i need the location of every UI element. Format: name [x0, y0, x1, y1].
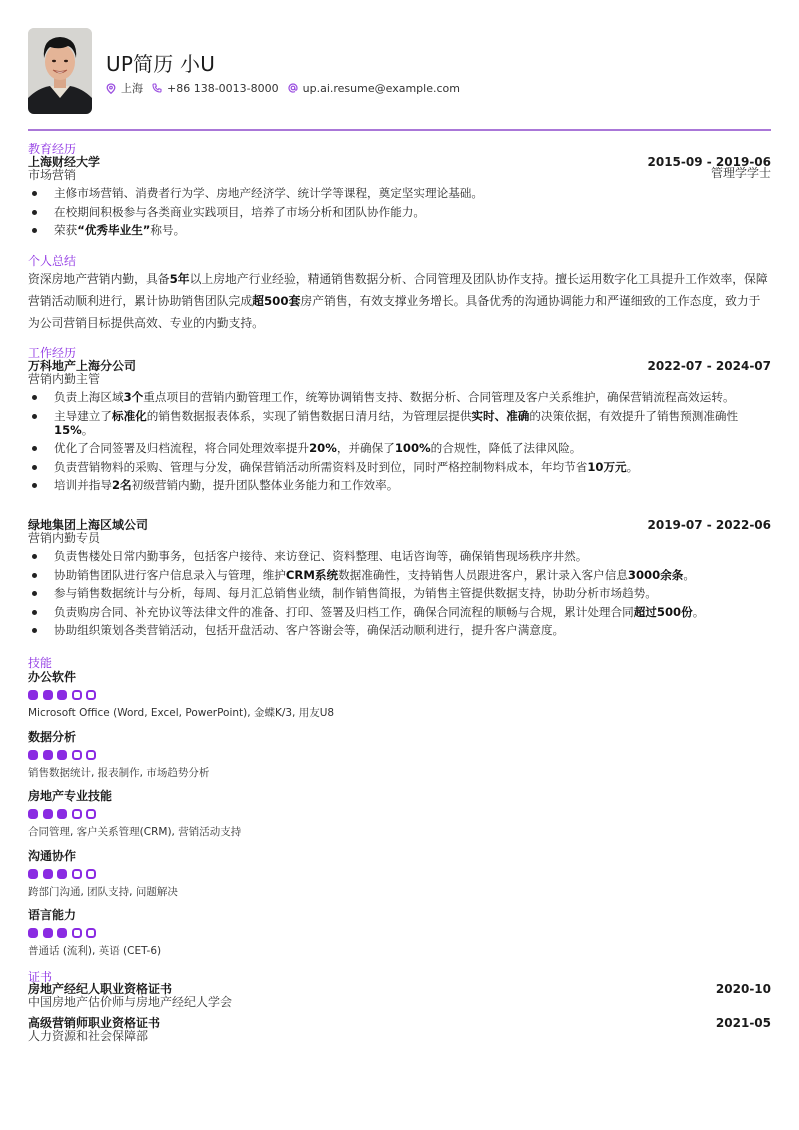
section-title-work: 工作经历: [28, 346, 77, 360]
location-text: 上海: [121, 82, 143, 95]
skill-description: Microsoft Office (Word, Excel, PowerPoint), 金蝶K/3, 用友U8: [28, 707, 335, 719]
list-item: 负责售楼处日常内勤事务，包括客户接待、来访登记、资料整理、电话咨询等，确保销售现场秩序井然。: [28, 549, 771, 563]
list-item: 负责营销物料的采购、管理与分发，确保营销活动所需资料及时到位，同时严格控制物料成本，年均节省10万元。: [28, 460, 771, 474]
rating-dot-filled-icon: [43, 809, 53, 819]
header-divider: [28, 129, 771, 131]
rating-dot-filled-icon: [57, 869, 67, 879]
skill-level-rating: [28, 809, 771, 819]
rating-dot-filled-icon: [57, 690, 67, 700]
rating-dot-filled-icon: [28, 690, 38, 700]
work-bullets: [28, 549, 771, 637]
rating-dot-empty-icon: [86, 690, 96, 700]
rating-dot-filled-icon: [43, 750, 53, 760]
contact-location: [106, 80, 143, 96]
contact-list: [106, 80, 469, 96]
rating-dot-filled-icon: [28, 750, 38, 760]
certificate-issuer: 中国房地产估价师与房地产经纪人学会: [28, 995, 233, 1009]
major: 市场营销: [28, 168, 77, 182]
rating-dot-filled-icon: [28, 869, 38, 879]
rating-dot-filled-icon: [57, 750, 67, 760]
job-role: 营销内勤主管: [28, 372, 101, 386]
certificate-entry: [28, 983, 771, 1009]
skill-description: 跨部门沟通, 团队支持, 问题解决: [28, 886, 178, 898]
rating-dot-filled-icon: [28, 928, 38, 938]
skill-name: 办公软件: [28, 670, 77, 684]
list-item: 参与销售数据统计与分析，每周、每月汇总销售业绩，制作销售简报，为销售主管提供数据支持，协助分析市场趋势。: [28, 586, 771, 600]
school-name: 上海财经大学: [28, 155, 101, 169]
skill-level-rating: [28, 690, 771, 700]
contact-phone[interactable]: [152, 82, 279, 95]
skill-name: 沟通协作: [28, 849, 77, 863]
list-item: 在校期间积极参与各类商业实践项目，培养了市场分析和团队协作能力。: [28, 205, 771, 219]
list-item: 主导建立了标准化的销售数据报表体系，实现了销售数据日清月结，为管理层提供实时、准确的决策依据，有效提升了销售预测准确性15%。: [28, 409, 771, 437]
rating-dot-empty-icon: [86, 809, 96, 819]
certificate-date: 2021-05: [715, 1016, 771, 1030]
degree: 管理学学士: [710, 166, 771, 180]
list-item: 协助组织策划各类营销活动，包括开盘活动、客户答谢会等，确保活动顺利进行，提升客户满意度。: [28, 623, 771, 637]
skill-name: 数据分析: [28, 730, 77, 744]
contact-email[interactable]: [288, 82, 460, 95]
section-title-education: 教育经历: [28, 142, 77, 156]
skill-item: [28, 908, 771, 957]
rating-dot-empty-icon: [86, 750, 96, 760]
skill-item: [28, 789, 771, 838]
list-item: 荣获“优秀毕业生”称号。: [28, 223, 771, 237]
location-pin-icon: [106, 83, 116, 94]
rating-dot-empty-icon: [72, 869, 82, 879]
list-item: 负责上海区域3个重点项目的营销内勤管理工作，统筹协调销售支持、数据分析、合同管理及客户关系维护，确保营销流程高效运转。: [28, 390, 771, 404]
certificate-name: 房地产经纪人职业资格证书: [28, 982, 173, 996]
list-item: 协助销售团队进行客户信息录入与管理，维护CRM系统数据准确性，支持销售人员跟进客户，累计录入客户信息3000余条。: [28, 568, 771, 582]
skill-level-rating: [28, 750, 771, 760]
skill-item: [28, 849, 771, 898]
skill-name: 房地产专业技能: [28, 789, 113, 803]
work-dates: 2019-07 - 2022-06: [647, 518, 771, 532]
work-dates: 2022-07 - 2024-07: [647, 359, 771, 373]
list-item: 负责购房合同、补充协议等法律文件的准备、打印、签署及归档工作，确保合同流程的顺畅与合规，累计处理合同超过500份。: [28, 605, 771, 619]
rating-dot-empty-icon: [72, 750, 82, 760]
skill-level-rating: [28, 928, 771, 938]
certificate-name: 高级营销师职业资格证书: [28, 1016, 161, 1030]
certificate-entry: [28, 1017, 771, 1043]
company-name: 绿地集团上海区域公司: [28, 518, 149, 532]
work-entry: [28, 519, 771, 642]
section-title-certificates: 证书: [28, 970, 53, 984]
skill-description: 普通话 (流利), 英语 (CET-6): [28, 945, 162, 957]
at-sign-icon: [288, 83, 298, 93]
rating-dot-filled-icon: [43, 869, 53, 879]
rating-dot-filled-icon: [43, 690, 53, 700]
skill-description: 合同管理, 客户关系管理(CRM), 营销活动支持: [28, 826, 242, 838]
certificate-issuer: 人力资源和社会保障部: [28, 1029, 149, 1043]
section-title-summary: 个人总结: [28, 254, 77, 268]
phone-text: +86 138-0013-8000: [167, 81, 279, 95]
section-title-skills: 技能: [28, 656, 53, 670]
summary-text: 资深房地产营销内勤，具备5年以上房地产行业经验，精通销售数据分析、合同管理及团队协作支持。擅长运用数字化工具提升工作效率，保障营销活动顺利进行，累计协助销售团队完成超500套房产销售，有效支撑业务增长。具备优秀的沟通协调能力和严谨细致的工作态度，致力于为公司营销目标提供高效、专业的内勤支持。: [28, 272, 768, 330]
profile-photo: [28, 28, 92, 114]
work-entry: [28, 360, 771, 497]
skill-description: 销售数据统计, 报表制作, 市场趋势分析: [28, 767, 210, 779]
email-text: up.ai.resume@example.com: [302, 81, 460, 95]
skill-level-rating: [28, 869, 771, 879]
rating-dot-filled-icon: [43, 928, 53, 938]
rating-dot-empty-icon: [72, 928, 82, 938]
job-role: 营销内勤专员: [28, 531, 101, 545]
list-item: 优化了合同签署及归档流程，将合同处理效率提升20%，并确保了100%的合规性，降低了法律风险。: [28, 441, 771, 455]
rating-dot-filled-icon: [57, 928, 67, 938]
education-bullets: [28, 186, 771, 237]
rating-dot-filled-icon: [57, 809, 67, 819]
work-bullets: [28, 390, 771, 492]
rating-dot-empty-icon: [86, 928, 96, 938]
candidate-name: UP简历 小U: [106, 52, 216, 76]
certificate-date: 2020-10: [715, 982, 771, 996]
education-entry: [28, 156, 771, 242]
list-item: 主修市场营销、消费者行为学、房地产经济学、统计学等课程，奠定坚实理论基础。: [28, 186, 771, 200]
education-dates: 2015-09 - 2019-06: [647, 155, 771, 169]
list-item: 培训并指导2名初级营销内勤，提升团队整体业务能力和工作效率。: [28, 478, 771, 492]
company-name: 万科地产上海分公司: [28, 359, 137, 373]
skill-name: 语言能力: [28, 908, 77, 922]
phone-icon: [152, 83, 162, 93]
skill-item: [28, 730, 771, 779]
skill-item: [28, 670, 771, 719]
rating-dot-empty-icon: [86, 869, 96, 879]
resume-header: [28, 28, 771, 114]
rating-dot-filled-icon: [28, 809, 38, 819]
rating-dot-empty-icon: [72, 690, 82, 700]
rating-dot-empty-icon: [72, 809, 82, 819]
